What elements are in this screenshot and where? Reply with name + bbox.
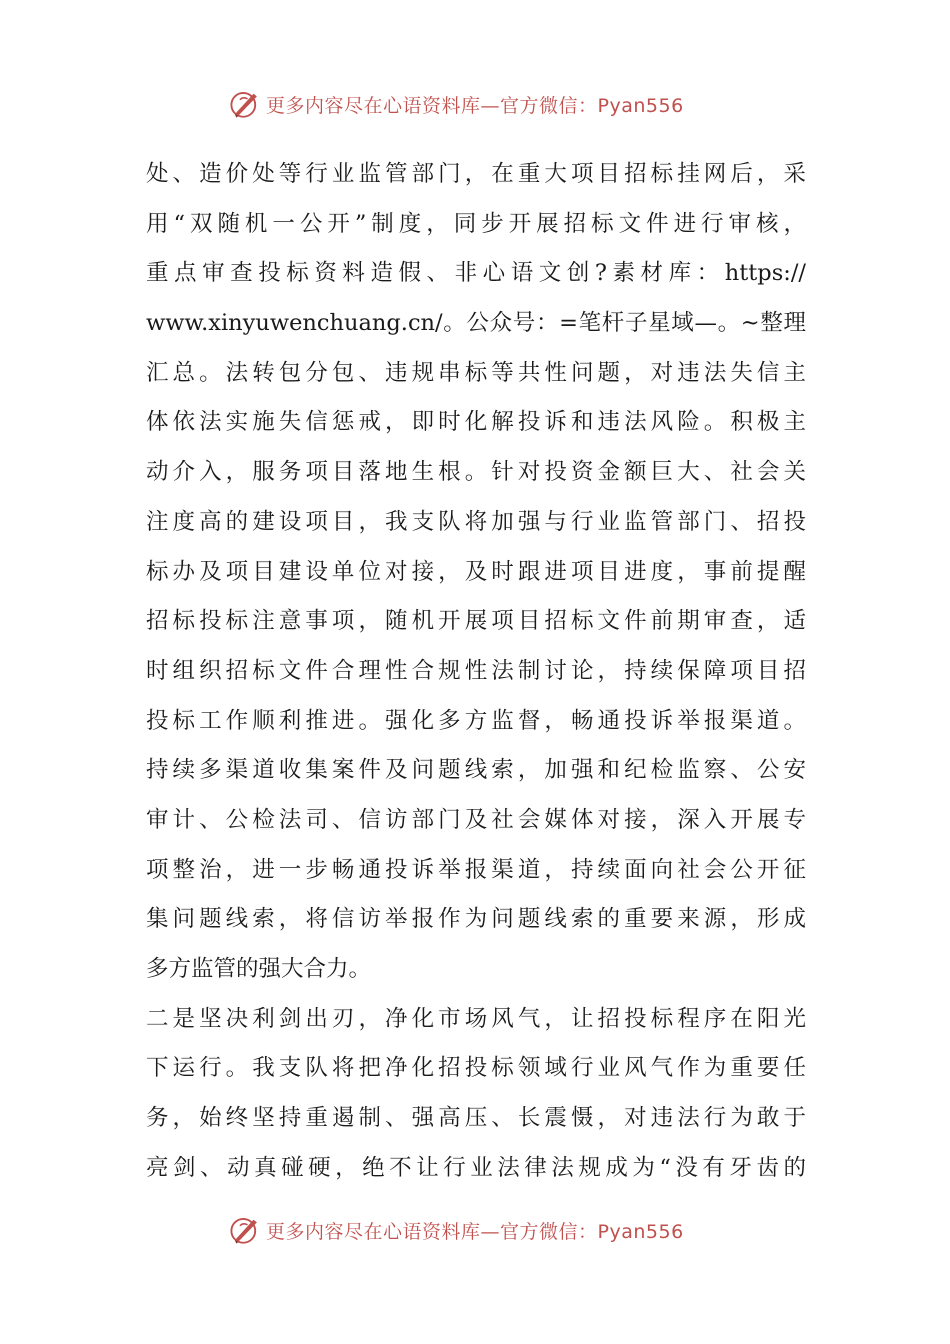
- pen-logo-icon: [228, 1213, 262, 1247]
- text-line: 持续多渠道收集案件及问题线索，加强和纪检监察、公安: [146, 757, 806, 784]
- text-line: 集问题线索，将信访举报作为问题线索的重要来源，形成: [146, 906, 806, 933]
- text-line: 亮剑、动真碰硬，绝不让行业法律法规成为“没有牙齿的: [146, 1154, 806, 1181]
- text-line: 标办及项目建设单位对接，及时跟进项目进度，事前提醒: [146, 558, 806, 585]
- text-line: 审计、公检法司、信访部门及社会媒体对接，深入开展专: [146, 806, 806, 833]
- banner-wechat: 官方微信：Pyan556: [500, 94, 684, 117]
- header-banner: [228, 84, 748, 124]
- text-line: 体依法实施失信惩戒，即时化解投诉和违法风险。积极主: [146, 409, 806, 436]
- text-line: 项整治，进一步畅通投诉举报渠道，持续面向社会公开征: [146, 856, 806, 883]
- text-line: 用“双随机一公开”制度，同步开展招标文件进行审核，: [146, 210, 806, 237]
- text-line: 招标投标注意事项，随机开展项目招标文件前期审查，适: [146, 608, 806, 635]
- footer-banner: [228, 1210, 748, 1250]
- text-line: 动介入，服务项目落地生根。针对投资金额巨大、社会关: [146, 459, 806, 486]
- text-line: 重点审查投标资料造假、非心语文创?素材库：https://: [146, 260, 806, 287]
- text-line: 二是坚决利剑出刃，净化市场风气，让招投标程序在阳光: [146, 1005, 806, 1032]
- text-line: 下运行。我支队将把净化招投标领域行业风气作为重要任: [146, 1055, 806, 1082]
- banner-text: [266, 91, 684, 118]
- text-line: 务，始终坚持重遏制、强高压、长震慑，对违法行为敢于: [146, 1105, 806, 1132]
- banner-wechat: 官方微信：Pyan556: [500, 1220, 684, 1243]
- banner-title: 更多内容尽在心语资料库—: [266, 1220, 501, 1243]
- text-line: www.xinyuwenchuang.cn/。公众号：=笔杆子星域—。~整理: [146, 310, 806, 337]
- text-line: 时组织招标文件合理性合规性法制讨论，持续保障项目招: [146, 657, 806, 684]
- text-line: 处、造价处等行业监管部门，在重大项目招标挂网后，采: [146, 161, 806, 187]
- banner-text: [266, 1217, 684, 1244]
- document-body: [146, 150, 806, 1193]
- banner-title: 更多内容尽在心语资料库—: [266, 94, 501, 117]
- text-line: 注度高的建设项目，我支队将加强与行业监管部门、招投: [146, 508, 806, 535]
- text-line: 投标工作顺利推进。强化多方监督，畅通投诉举报渠道。: [146, 707, 806, 734]
- text-line: 汇总。法转包分包、违规串标等共性问题，对违法失信主: [146, 359, 806, 386]
- pen-logo-icon: [228, 87, 262, 121]
- text-line: 多方监管的强大合力。: [146, 956, 372, 982]
